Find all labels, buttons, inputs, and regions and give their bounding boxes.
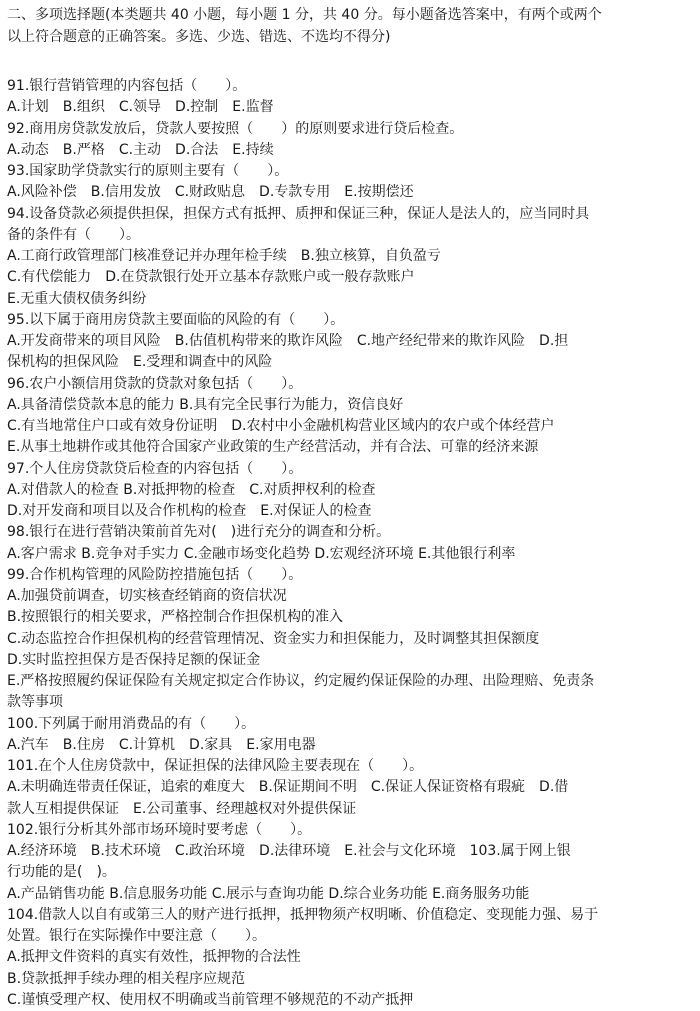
question-line: D.对开发商和项目以及合作机构的检查 E.对保证人的检查 — [7, 503, 372, 519]
question-line: 99.合作机构管理的风险防控措施包括（ ）。 — [7, 566, 303, 583]
question-line: A.工商行政管理部门核准登记并办理年检手续 B.独立核算，自负盈亏 — [7, 248, 441, 264]
question-line: A.产品销售功能 B.信息服务功能 C.展示与查询功能 D.综合业务功能 E.商务服务功能 — [7, 885, 530, 902]
question-line: A.开发商带来的项目风险 B.估值机构带来的欺诈风险 C.地产经纪带来的欺诈风险 D.担 — [7, 333, 569, 349]
question-line: B.按照银行的相关要求，严格控制合作担保机构的准入 — [7, 609, 344, 626]
question-line: 备的条件有（ ）。 — [7, 226, 140, 243]
question-line: A.风险补偿 B.信用发放 C.财政贴息 D.专款专用 E.按期偿还 — [7, 184, 414, 201]
question-line: 款等事项 — [7, 694, 63, 711]
question-line: A.计划 B.组织 C.领导 D.控制 E.监督 — [7, 99, 274, 116]
question-line: A.汽车 B.住房 C.计算机 D.家具 E.家用电器 — [7, 736, 316, 753]
question-line: A.加强贷前调查，切实核查经销商的资信状况 — [7, 588, 287, 604]
question-line: C.有当地常住户口或有效身份证明 D.农村中小金融机构营业区域内的农户或个体经营户 — [7, 418, 555, 434]
section-header-line: 二、多项选择题(本类题共 40 小题，每小题 1 分，共 40 分。每小题备选答案中，有两个或两个 — [7, 7, 602, 23]
question-line: 92.商用房贷款发放后，贷款人要按照（ ）的原则要求进行贷后检查。 — [7, 120, 464, 137]
question-line: C.谨慎受理产权、使用权不明确或当前管理不够规范的不动产抵押 — [7, 991, 414, 1008]
question-line: A.未明确连带责任保证，追索的难度大 B.保证期间不明 C.保证人保证资格有瑕疵 D.借 — [7, 779, 569, 796]
question-line: 102.银行分析其外部市场环境时要考虑（ ）。 — [7, 821, 312, 838]
question-line: B.贷款抵押手续办理的相关程序应规范 — [7, 970, 246, 987]
question-line: D.实时监控担保方是否保持足额的保证金 — [7, 651, 261, 668]
question-line: 98.银行在进行营销决策前首先对( )进行充分的调查和分析。 — [7, 524, 391, 541]
question-line: 款人互相提供保证 E.公司董事、经理越权对外提供保证 — [7, 800, 357, 817]
question-line: A.经济环境 B.技术环境 C.政治环境 D.法律环境 E.社会与文化环境 103.属于网上银 — [7, 843, 571, 859]
section-header-line: 以上符合题意的正确答案。多选、少选、错选、不选均不得分) — [7, 29, 391, 45]
question-list — [7, 76, 694, 1011]
question-line: 95.以下属于商用房贷款主要面临的风险的有（ ）。 — [7, 311, 345, 328]
question-line: A.具备清偿贷款本息的能力 B.具有完全民事行为能力，资信良好 — [7, 396, 404, 413]
question-line: E.从事土地耕作或其他符合国家产业政策的生产经营活动，并有合法、可靠的经济来源 — [7, 439, 539, 456]
section-header — [7, 4, 694, 48]
question-line: A.抵押文件资料的真实有效性，抵押物的合法性 — [7, 949, 301, 966]
question-line: A.客户需求 B.竞争对手实力 C.金融市场变化趋势 D.宏观经济环境 E.其他银行利率 — [7, 545, 516, 562]
question-line: 94.设备贷款必须提供担保，担保方式有抵押、质押和保证三种，保证人是法人的，应当同时具 — [7, 205, 590, 222]
question-line: 100.下列属于耐用消费品的有（ ）。 — [7, 715, 256, 732]
question-line: 96.农户小额信用贷款的贷款对象包括（ ）。 — [7, 375, 303, 392]
question-line: 行功能的是( )。 — [7, 864, 116, 881]
question-line: A.动态 B.严格 C.主动 D.合法 E.持续 — [7, 141, 274, 158]
question-line: C.有代偿能力 D.在贷款银行处开立基本存款账户或一般存款账户 — [7, 269, 415, 286]
question-line: 保机构的担保风险 E.受理和调查中的风险 — [7, 354, 273, 371]
question-line: C.动态监控合作担保机构的经营管理情况、资金实力和担保能力，及时调整其担保额度 — [7, 630, 540, 647]
question-line: E.无重大债权债务纠纷 — [7, 290, 147, 307]
question-line: 104.借款人以自有或第三人的财产进行抵押，抵押物须产权明晰、价值稳定、变现能力强、易于 — [7, 906, 599, 923]
question-line: 97.个人住房贷款贷后检查的内容包括（ ）。 — [7, 460, 303, 477]
question-line: 93.国家助学贷款实行的原则主要有（ ）。 — [7, 163, 289, 179]
question-line: A.对借款人的检查 B.对抵押物的检查 C.对质押权利的检查 — [7, 481, 376, 498]
question-line: 101.在个人住房贷款中，保证担保的法律风险主要表现在（ ）。 — [7, 758, 424, 774]
question-line: 91.银行营销管理的内容包括（ ）。 — [7, 78, 247, 94]
question-line: E.严格按照履约保证保险有关规定拟定合作协议，约定履约保证保险的办理、出险理赔、免责条 — [7, 673, 595, 689]
question-line: 处置。银行在实际操作中要注意（ ）。 — [7, 928, 266, 944]
spacer — [7, 48, 694, 76]
